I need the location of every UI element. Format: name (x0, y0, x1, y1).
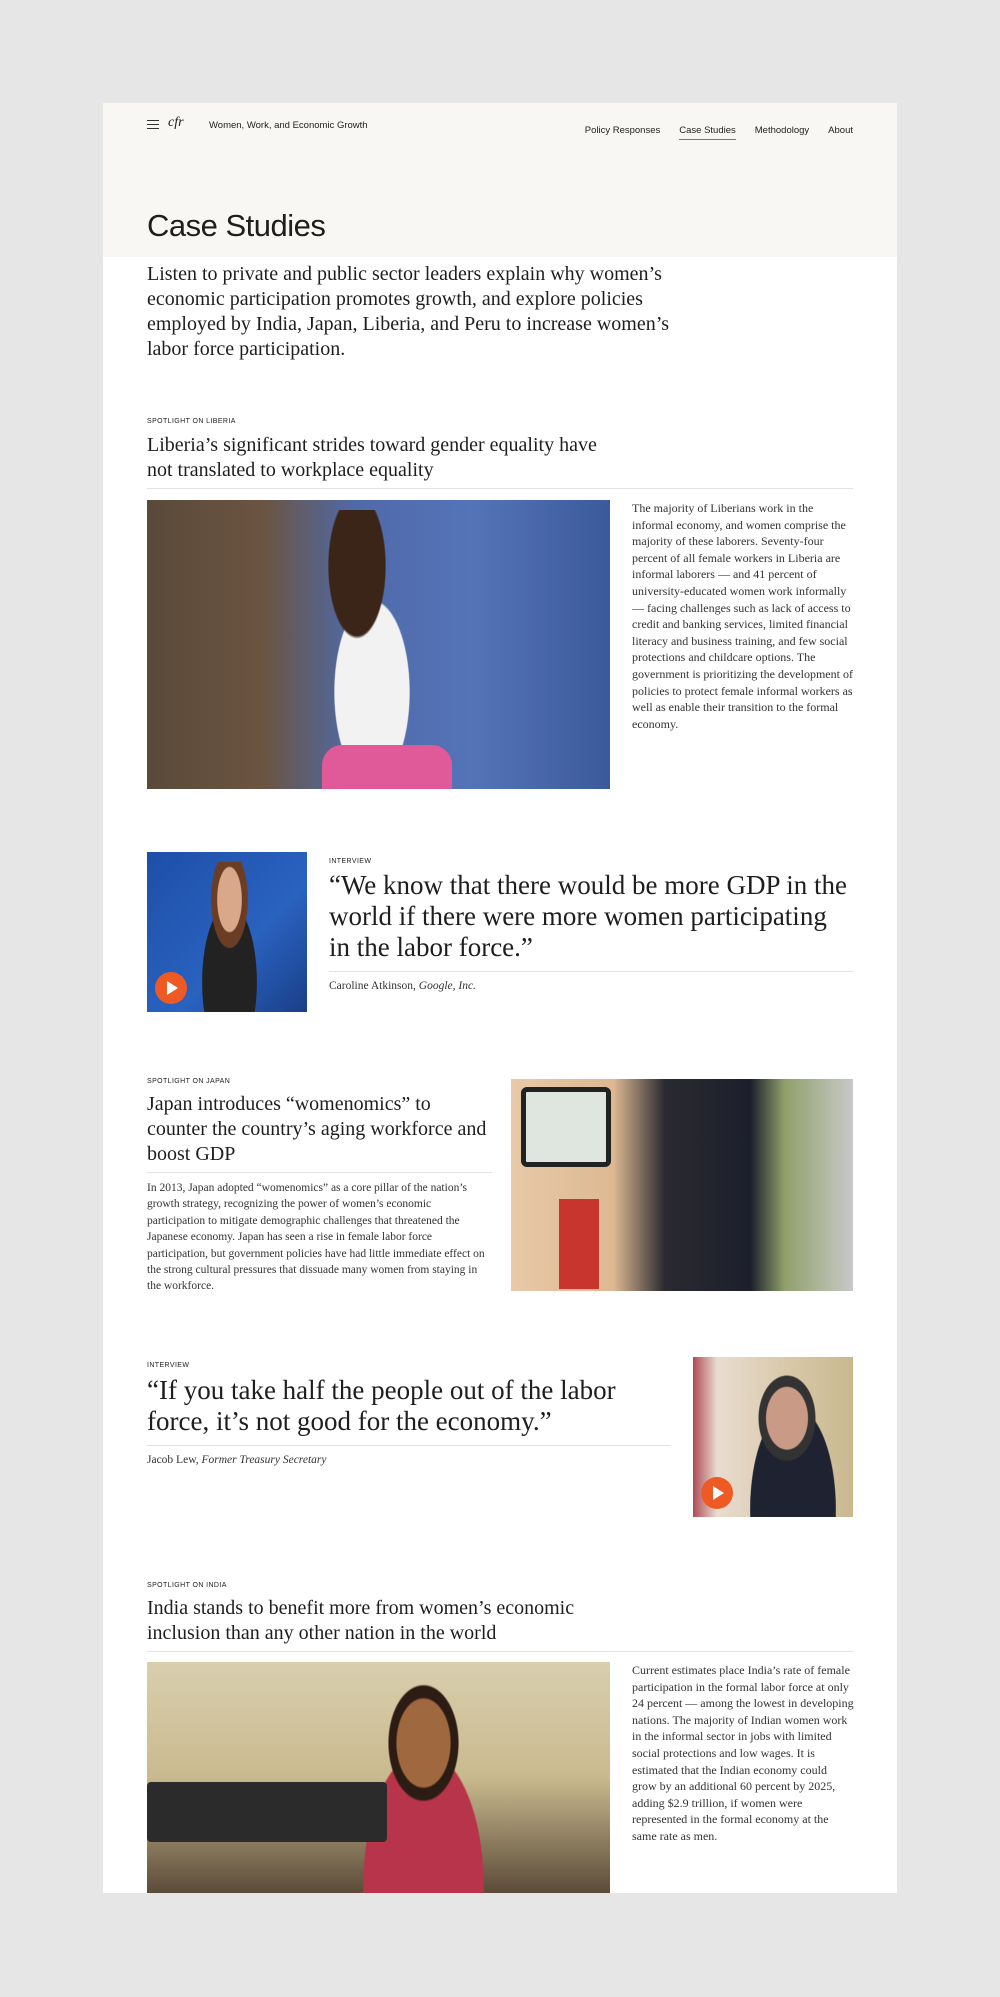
nav-policy-responses[interactable]: Policy Responses (584, 125, 661, 136)
divider (147, 1651, 853, 1652)
intro-text: Listen to private and public sector leaders explain why women’s economic participation promotes growth, and explore policies employed by India, Japan, Liberia, and Peru to increase women’s labor force participation. (147, 263, 670, 360)
liberia-label: SPOTLIGHT ON LIBERIA (147, 418, 236, 425)
speaker-name: Jacob Lew, (147, 1454, 199, 1466)
page-card (103, 103, 897, 1893)
japan-label: SPOTLIGHT ON JAPAN (147, 1078, 231, 1085)
liberia-photo (147, 500, 610, 789)
india-label: SPOTLIGHT ON INDIA (147, 1582, 227, 1589)
speaker-name: Caroline Atkinson, (329, 980, 416, 992)
japan-body: In 2013, Japan adopted “womenomics” as a core pillar of the nation’s growth strategy, recognizing the power of women’s economic participation to mitigate demographic challenges that threatened the Japanese economy. Japan has seen a rise in female labor force participation, but government policies have had little immediate effect on the strong cultural pressures that dissuade many women from staying in the workforce. (147, 1182, 485, 1293)
play-icon[interactable] (701, 1477, 733, 1509)
play-icon[interactable] (155, 972, 187, 1004)
japan-photo (511, 1079, 853, 1291)
liberia-body: The majority of Liberians work in the informal economy, and women comprise the majority of these laborers. Seventy-four percent of all female workers in Liberia are informal laborers — and 41 percent of university-educated women work informally — facing challenges such as lack of access to credit and banking services, limited financial literacy and business training, and few social protections and childcare options. The government is prioritizing the development of policies to protect female informal workers as well as enable their transition to the formal economy. (632, 501, 853, 731)
site-title[interactable]: Women, Work, and Economic Growth (209, 120, 368, 131)
atkinson-video-thumbnail[interactable] (147, 852, 307, 1012)
interview-label: INTERVIEW (329, 858, 372, 865)
atkinson-quote: “We know that there would be more GDP in the world if there were more women participating in the labor force.” (329, 870, 847, 962)
japan-headline[interactable]: Japan introduces “womenomics” to counter the country’s aging workforce and boost GDP (147, 1093, 487, 1165)
speaker-affiliation: Former Treasury Secretary (201, 1454, 327, 1466)
india-photo (147, 1662, 610, 1893)
lew-quote: “If you take half the people out of the labor force, it’s not good for the economy.” (147, 1375, 616, 1436)
speaker-affiliation: Google, Inc. (418, 980, 476, 992)
india-headline[interactable]: India stands to benefit more from women’s economic inclusion than any other nation in the world (147, 1597, 575, 1644)
divider (147, 1172, 492, 1173)
nav-about[interactable]: About (828, 125, 853, 136)
divider (147, 488, 853, 489)
india-body: Current estimates place India’s rate of female participation in the formal labor force at only 24 percent — among the lowest in developing nations. The majority of Indian women work in the informal sector in jobs with limited social protections and low wages. It is estimated that the Indian economy could grow by an additional 60 percent by 2025, adding $2.9 trillion, if women were represented in the formal economy at the same rate as men. (632, 1663, 854, 1843)
lew-attribution (147, 1454, 327, 1466)
cfr-logo[interactable]: cfr (168, 115, 184, 130)
divider (329, 971, 853, 972)
atkinson-attribution (329, 980, 476, 992)
liberia-headline[interactable]: Liberia’s significant strides toward gender equality have not translated to workplace equality (147, 434, 597, 481)
main-nav (566, 120, 853, 138)
nav-case-studies[interactable]: Case Studies (679, 125, 736, 140)
page-title: Case Studies (147, 208, 326, 243)
nav-methodology[interactable]: Methodology (754, 125, 810, 136)
menu-icon[interactable] (147, 120, 159, 129)
interview-label: INTERVIEW (147, 1362, 190, 1369)
lew-video-thumbnail[interactable] (693, 1357, 853, 1517)
divider (147, 1445, 671, 1446)
